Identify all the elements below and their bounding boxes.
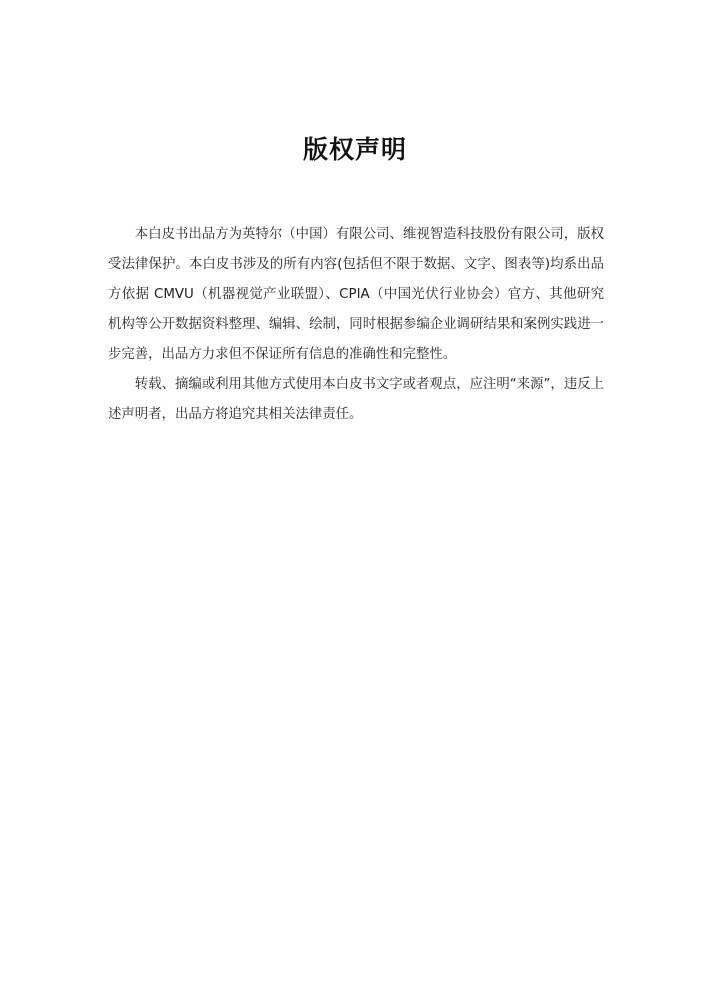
- page-title: 版权声明: [302, 135, 407, 164]
- document-body: [108, 220, 604, 430]
- paragraph-copyright-statement: 本白皮书出品方为英特尔（中国）有限公司、维视智造科技股份有限公司，版权受法律保护。本白皮书涉及的所有内容(包括但不限于数据、文字、图表等)均系出品方依据 CMVU（机器视觉产业联盟）、CPIA（中国光伏行业协会）官方、其他研究机构等公开数据资料整理、编辑、绘制，同时根据参编企业调研结果和案例实践进一步完善，出品方力求但不保证所有信息的准确性和完整性。: [108, 227, 604, 362]
- paragraph-reprint-notice: 转载、摘编或利用其他方式使用本白皮书文字或者观点，应注明“来源”，违反上述声明者，出品方将追究其相关法律责任。: [108, 377, 604, 422]
